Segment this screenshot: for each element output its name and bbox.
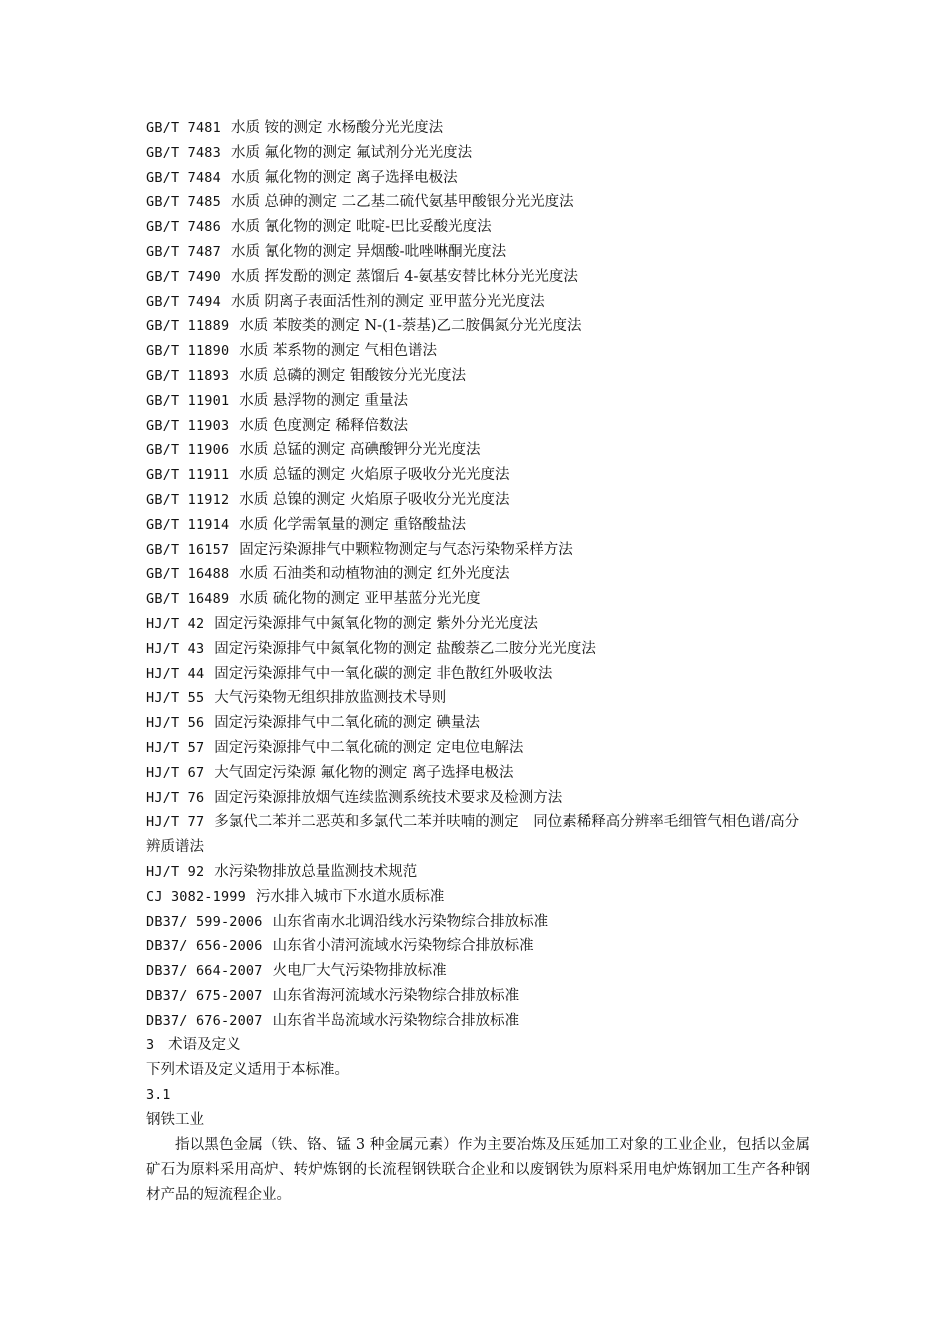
section-number: 3 bbox=[146, 1037, 155, 1054]
reference-code: GB/T 7483 bbox=[146, 144, 221, 161]
reference-title: 水质 悬浮物的测定 重量法 bbox=[239, 392, 408, 409]
reference-code: GB/T 11903 bbox=[146, 417, 230, 434]
reference-item bbox=[146, 513, 810, 538]
reference-item bbox=[146, 885, 810, 910]
reference-code: HJ/T 77 bbox=[146, 814, 205, 831]
reference-title: 山东省海河流域水污染物综合排放标准 bbox=[272, 987, 520, 1004]
reference-title: 水质 硫化物的测定 亚甲基蓝分光光度 bbox=[239, 591, 481, 608]
term-title: 钢铁工业 bbox=[146, 1111, 204, 1128]
reference-code: HJ/T 92 bbox=[146, 863, 205, 880]
reference-item bbox=[146, 240, 810, 265]
reference-code: HJ/T 44 bbox=[146, 665, 205, 682]
reference-item bbox=[146, 314, 810, 339]
reference-item bbox=[146, 984, 810, 1009]
reference-title: 大气污染物无组织排放监测技术导则 bbox=[214, 690, 447, 707]
reference-title: 山东省南水北调沿线水污染物综合排放标准 bbox=[272, 913, 549, 930]
reference-title: 水质 总镍的测定 火焰原子吸收分光光度法 bbox=[239, 491, 510, 508]
reference-item bbox=[146, 711, 810, 736]
reference-code: GB/T 11912 bbox=[146, 491, 230, 508]
section-heading bbox=[146, 1033, 810, 1058]
reference-code: GB/T 7481 bbox=[146, 120, 221, 136]
reference-item bbox=[146, 488, 810, 513]
reference-title: 水质 苯系物的测定 气相色谱法 bbox=[239, 343, 437, 360]
reference-item bbox=[146, 786, 810, 811]
reference-title: 山东省半岛流域水污染物综合排放标准 bbox=[272, 1012, 520, 1029]
normative-reference-list bbox=[146, 116, 810, 1033]
reference-code: GB/T 11911 bbox=[146, 467, 230, 484]
reference-code: DB37/ 664-2007 bbox=[146, 963, 263, 980]
reference-code: HJ/T 42 bbox=[146, 615, 205, 632]
reference-title: 水质 总砷的测定 二乙基二硫代氨基甲酸银分光光度法 bbox=[230, 194, 574, 211]
reference-code: GB/T 7485 bbox=[146, 194, 221, 211]
reference-code: HJ/T 57 bbox=[146, 739, 205, 756]
reference-item bbox=[146, 736, 810, 761]
reference-title: 污水排入城市下水道水质标准 bbox=[255, 888, 445, 905]
reference-item bbox=[146, 810, 810, 860]
reference-item bbox=[146, 637, 810, 662]
subsection-number: 3.1 bbox=[146, 1087, 171, 1104]
reference-item bbox=[146, 612, 810, 637]
reference-title: 水质 总磷的测定 钼酸铵分光光度法 bbox=[239, 367, 466, 384]
reference-code: GB/T 7484 bbox=[146, 169, 221, 186]
reference-title: 固定污染源排放烟气连续监测系统技术要求及检测方法 bbox=[214, 789, 563, 806]
reference-code: HJ/T 43 bbox=[146, 640, 205, 657]
reference-item bbox=[146, 265, 810, 290]
reference-code: HJ/T 56 bbox=[146, 715, 205, 732]
reference-item bbox=[146, 414, 810, 439]
reference-code: GB/T 11901 bbox=[146, 392, 230, 409]
reference-item bbox=[146, 761, 810, 786]
reference-item bbox=[146, 364, 810, 389]
reference-code: GB/T 11893 bbox=[146, 367, 230, 384]
reference-title: 水质 总锰的测定 高碘酸钾分光光度法 bbox=[239, 442, 481, 459]
reference-title: 水质 色度测定 稀释倍数法 bbox=[239, 417, 408, 434]
reference-code: HJ/T 76 bbox=[146, 789, 205, 806]
reference-title: 固定污染源排气中二氧化硫的测定 定电位电解法 bbox=[214, 739, 524, 756]
reference-item bbox=[146, 290, 810, 315]
reference-title: 固定污染源排气中氮氧化物的测定 盐酸萘乙二胺分光光度法 bbox=[214, 640, 596, 657]
reference-item bbox=[146, 389, 810, 414]
reference-code: GB/T 16488 bbox=[146, 566, 230, 583]
reference-item bbox=[146, 959, 810, 984]
reference-title: 固定污染源排气中颗粒物测定与气态污染物采样方法 bbox=[239, 541, 573, 558]
reference-title: 固定污染源排气中氮氧化物的测定 紫外分光光度法 bbox=[214, 615, 538, 632]
reference-code: GB/T 7494 bbox=[146, 293, 221, 310]
reference-item bbox=[146, 166, 810, 191]
reference-item bbox=[146, 339, 810, 364]
reference-code: CJ 3082-1999 bbox=[146, 888, 246, 905]
reference-item bbox=[146, 860, 810, 885]
reference-title: 多氯代二苯并二恶英和多氯代二苯并呋喃的测定 同位素稀释高分辨率毛细管气相色谱/高分辨质谱法 bbox=[146, 814, 800, 856]
reference-title: 大气固定污染源 氟化物的测定 离子选择电极法 bbox=[214, 764, 514, 781]
reference-item bbox=[146, 463, 810, 488]
reference-title: 固定污染源排气中一氧化碳的测定 非色散红外吸收法 bbox=[214, 665, 553, 682]
reference-title: 水污染物排放总量监测技术规范 bbox=[214, 863, 418, 880]
reference-title: 水质 氟化物的测定 离子选择电极法 bbox=[230, 169, 458, 186]
reference-item bbox=[146, 910, 810, 935]
reference-title: 水质 氟化物的测定 氟试剂分光光度法 bbox=[230, 144, 473, 161]
reference-title: 水质 铵的测定 水杨酸分光光度法 bbox=[230, 120, 444, 136]
reference-item bbox=[146, 438, 810, 463]
term-definition: 指以黑色金属（铁、铬、锰 3 种金属元素）作为主要冶炼及压延加工对象的工业企业，包括以金属矿石为原料采用高炉、转炉炼钢的长流程钢铁联合企业和以废钢铁为原料采用电炉炼钢加工生产各种钢材产品的短流程企业。 bbox=[146, 1136, 810, 1203]
reference-title: 水质 氰化物的测定 吡啶-巴比妥酸光度法 bbox=[230, 219, 492, 236]
reference-title: 水质 苯胺类的测定 N-(1-萘基)乙二胺偶氮分光光度法 bbox=[239, 318, 582, 335]
reference-code: GB/T 7486 bbox=[146, 219, 221, 236]
reference-item bbox=[146, 215, 810, 240]
reference-code: DB37/ 656-2006 bbox=[146, 938, 263, 955]
reference-item bbox=[146, 934, 810, 959]
reference-item bbox=[146, 116, 810, 141]
reference-code: HJ/T 55 bbox=[146, 690, 205, 707]
reference-title: 水质 总锰的测定 火焰原子吸收分光光度法 bbox=[239, 467, 510, 484]
reference-code: GB/T 16489 bbox=[146, 591, 230, 608]
reference-item bbox=[146, 662, 810, 687]
reference-item bbox=[146, 562, 810, 587]
reference-title: 固定污染源排气中二氧化硫的测定 碘量法 bbox=[214, 715, 480, 732]
reference-code: GB/T 11906 bbox=[146, 442, 230, 459]
reference-item bbox=[146, 587, 810, 612]
section-title: 术语及定义 bbox=[168, 1037, 241, 1054]
reference-item bbox=[146, 141, 810, 166]
reference-title: 火电厂大气污染物排放标准 bbox=[272, 963, 447, 980]
section-intro: 下列术语及定义适用于本标准。 bbox=[146, 1062, 349, 1079]
reference-code: GB/T 11890 bbox=[146, 343, 230, 360]
document-content bbox=[146, 116, 810, 1208]
reference-code: GB/T 7490 bbox=[146, 268, 221, 285]
reference-title: 水质 石油类和动植物油的测定 红外光度法 bbox=[239, 566, 510, 583]
reference-item bbox=[146, 190, 810, 215]
reference-code: DB37/ 676-2007 bbox=[146, 1012, 263, 1029]
reference-code: GB/T 7487 bbox=[146, 243, 221, 260]
reference-title: 水质 氰化物的测定 异烟酸-吡唑啉酮光度法 bbox=[230, 243, 507, 260]
reference-item bbox=[146, 538, 810, 563]
reference-title: 山东省小清河流域水污染物综合排放标准 bbox=[272, 938, 534, 955]
reference-code: DB37/ 675-2007 bbox=[146, 987, 263, 1004]
reference-item bbox=[146, 686, 810, 711]
reference-item bbox=[146, 1009, 810, 1034]
reference-code: GB/T 11914 bbox=[146, 516, 230, 533]
reference-title: 水质 化学需氧量的测定 重铬酸盐法 bbox=[239, 516, 466, 533]
reference-code: GB/T 11889 bbox=[146, 318, 230, 335]
reference-code: DB37/ 599-2006 bbox=[146, 913, 263, 930]
reference-title: 水质 挥发酚的测定 蒸馏后 4-氨基安替比林分光光度法 bbox=[230, 268, 578, 285]
reference-code: HJ/T 67 bbox=[146, 764, 205, 781]
reference-code: GB/T 16157 bbox=[146, 541, 230, 558]
reference-title: 水质 阴离子表面活性剂的测定 亚甲蓝分光光度法 bbox=[230, 293, 545, 310]
